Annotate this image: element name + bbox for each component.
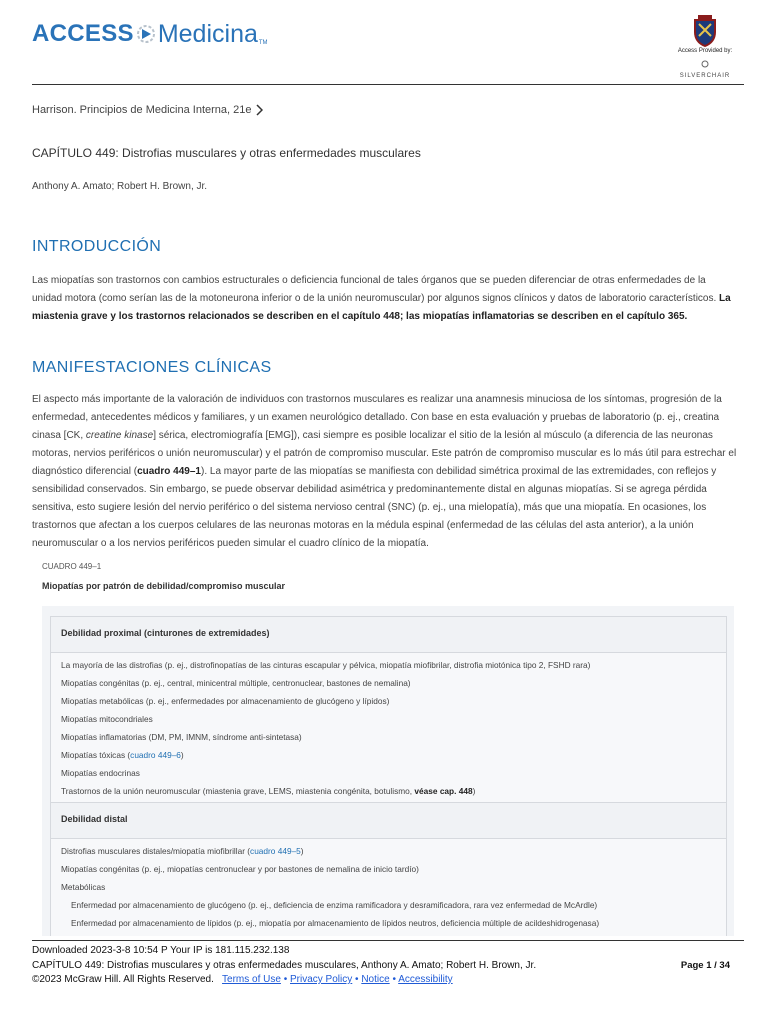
- table-row: [61, 750, 184, 760]
- section-header-proximal: Debilidad proximal (cinturones de extremidades): [61, 628, 270, 638]
- logo-trademark: TM: [258, 40, 268, 46]
- logo-gear-icon: [135, 23, 157, 45]
- table-row: Enfermedad por almacenamiento de lípidos (p. ej., miopatía por almacenamiento de lípidos neutros, deficiencia múltiple de acildeshidrogenasa): [71, 918, 600, 928]
- citation: CAPÍTULO 449: Distrofias musculares y otras enfermedades musculares, Anthony A. Amato; Robert H. Brown, Jr.: [32, 960, 537, 971]
- row-text: Trastornos de la unión neuromuscular (miastenia grave, LEMS, miastenia congénita, botulismo,: [61, 786, 415, 796]
- page-header: [0, 0, 768, 86]
- table-row: Metabólicas: [61, 882, 106, 892]
- separator: •: [389, 974, 399, 985]
- table-title: Miopatías por patrón de debilidad/compromiso muscular: [42, 581, 286, 591]
- footer-divider: [32, 940, 744, 941]
- link-cap-448[interactable]: cap. 448: [439, 786, 473, 796]
- link-cuadro-449-5[interactable]: cuadro 449–5: [250, 846, 301, 856]
- separator: •: [352, 974, 362, 985]
- manifestaciones-heading: MANIFESTACIONES CLÍNICAS: [32, 359, 272, 376]
- logo-access-text: ACCESS: [32, 20, 134, 47]
- manif-text-1: El aspecto más importante de la valoración de individuos con trastornos musculares es realizar una anamnesis minuciosa de los síntomas, progresión de la enfermedad, antecedentes médicos y familiares, y un examen neurológico detallado. Con base en esta evaluación y pruebas de laboratorio (p. ej., creatina cinasa [CK,: [32, 394, 722, 441]
- row-text-end: ): [300, 846, 304, 856]
- manif-text-3: ). La mayor parte de las miopatías se manifiesta con debilidad simétrica proximal de las extremidades, con reflejos y sensibilidad conservados. Sin embargo, se puede observar debilidad asimétrica y predominantemente distal en algunas miopatías. Si se agrega pérdida sensitiva, esto sugiere lesión del nervio periférico o del sistema nervioso central (SNC) (p. ej., una mielopatía), más que una miopatía. En ocasiones, los trastornos que afectan a los cuerpos celulares de las neuronas motoras en la médula espinal (enfermedad de las células del asta anterior), a la unión neuromuscular o a los nervios periféricos pueden simular el cuadro clínico de la miopatía.: [32, 466, 717, 549]
- table-row: Miopatías congénitas (p. ej., central, minicentral múltiple, centronuclear, bastones de nemalina): [61, 678, 411, 688]
- intro-bold-2: ; las miopatías inflamatorias se describen en el: [399, 311, 627, 322]
- header-divider: [32, 84, 744, 85]
- table-row: Miopatías congénitas (p. ej., miopatías centronuclear y por bastones de nemalina de inicio tardío): [61, 864, 419, 874]
- manifestaciones-paragraph: [32, 391, 738, 553]
- row-text: Distrofias musculares distales/miopatía miofibrillar (: [61, 846, 251, 856]
- row-bold: véase: [414, 786, 440, 796]
- notice-link[interactable]: Notice: [361, 974, 390, 985]
- privacy-policy-link[interactable]: Privacy Policy: [290, 974, 353, 985]
- table-section-header: [51, 616, 726, 653]
- table-row: Miopatías endocrinas: [61, 768, 140, 778]
- accessmedicina-logo[interactable]: [32, 14, 268, 54]
- link-capitulo-448[interactable]: capítulo 448: [342, 311, 400, 322]
- copyright: ©2023 McGraw Hill. All Rights Reserved.: [32, 974, 214, 985]
- table-row: Miopatías metabólicas (p. ej., enfermedades por almacenamiento de glucógeno y lípidos): [61, 696, 390, 706]
- intro-text: Las miopatías son trastornos con cambios estructurales o deficiencia funcional de tales órganos que se pueden diferenciar de otras enfermedades de la unidad motora (como serían las de la motoneurona inferior o de la unión neuromuscular) por algunos signos clínicos y datos de laboratorio característicos.: [32, 275, 720, 304]
- table-row: Enfermedad por almacenamiento de glucógeno (p. ej., deficiencia de enzima ramificadora y desramificadora, rara vez enfermedad de McArdle): [71, 900, 598, 910]
- table-row: La mayoría de las distrofias (p. ej., distrofinopatías de las cinturas escapular y pélvica, miopatía miofibrilar, distrofia miotónica tipo 2, FSHD rara): [61, 660, 591, 670]
- separator: •: [280, 974, 290, 985]
- breadcrumb[interactable]: [32, 104, 263, 116]
- download-info: Downloaded 2023-3-8 10:54 P Your IP is 181.115.232.138: [32, 945, 290, 956]
- institution-crest-icon: [691, 14, 719, 48]
- manif-text-2: ] sérica, electromiografía [EMG]), casi siempre es posible localizar el sitio de la lesión al músculo (a diferencia de las neuronas motoras, nervios periféricos o unión neuromuscular) y el patrón de compromiso muscular. Este patrón de compromiso muscular es lo más útil para estrechar el diagnóstico diferencial (: [32, 430, 737, 477]
- manif-italic: creatine kinase: [85, 430, 154, 441]
- page-number: Page 1 / 34: [680, 960, 730, 971]
- intro-bold-1: La miastenia grave y los trastornos relacionados se describen en el: [32, 293, 731, 322]
- table: [50, 616, 727, 936]
- table-section-header: [51, 802, 726, 839]
- terms-of-use-link[interactable]: Terms of Use: [222, 974, 281, 985]
- link-cuadro-449-6[interactable]: cuadro 449–6: [130, 750, 181, 760]
- chapter-title: CAPÍTULO 449: Distrofias musculares y otras enfermedades musculares: [32, 146, 421, 160]
- intro-paragraph: [32, 272, 738, 326]
- institution-badge: [666, 14, 744, 79]
- link-cuadro-449-1[interactable]: cuadro 449–1: [137, 466, 201, 477]
- accessibility-link[interactable]: Accessibility: [398, 974, 453, 985]
- authors: Anthony A. Amato; Robert H. Brown, Jr.: [32, 181, 208, 192]
- section-header-distal: Debilidad distal: [61, 814, 128, 824]
- table-row: Miopatías mitocondriales: [61, 714, 153, 724]
- table-row: Miopatías inflamatorias (DM, PM, IMNM, síndrome anti-sintetasa): [61, 732, 302, 742]
- breadcrumb-book[interactable]: Harrison. Principios de Medicina Interna, 21e: [32, 104, 252, 116]
- intro-bold-3: .: [684, 311, 688, 322]
- row-text-end: ): [472, 786, 476, 796]
- table-row: [61, 786, 475, 796]
- row-text-end: ): [180, 750, 184, 760]
- logo-medicina-text: Medicina: [157, 19, 258, 48]
- row-text: Miopatías tóxicas (: [61, 750, 131, 760]
- access-provided-by: Access Provided by:: [677, 48, 733, 54]
- table-container[interactable]: [42, 606, 734, 936]
- intro-heading: INTRODUCCIÓN: [32, 238, 162, 255]
- table-label: CUADRO 449–1: [42, 562, 102, 571]
- table-row: [61, 846, 304, 856]
- footer-links: [32, 974, 453, 985]
- link-capitulo-365[interactable]: capítulo 365: [626, 311, 685, 322]
- chevron-right-icon: [255, 104, 263, 116]
- provider-logo-icon: [700, 60, 710, 68]
- provider-name: SILVERCHAIR: [679, 73, 731, 79]
